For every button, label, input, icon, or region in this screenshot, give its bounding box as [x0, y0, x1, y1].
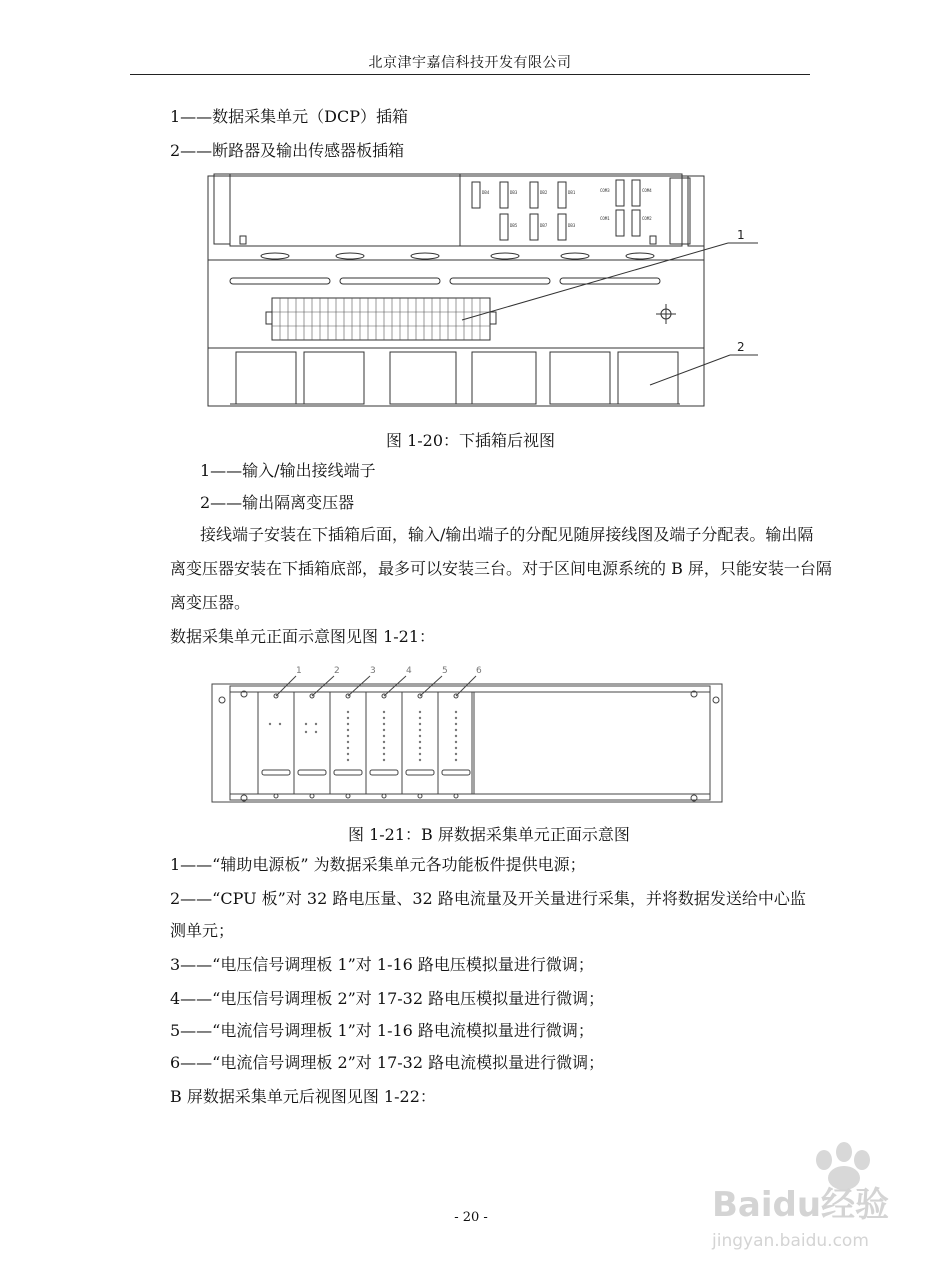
connector-label: DB5 [510, 223, 518, 228]
list-item: 3——“电压信号调理板 1”对 1-16 路电压模拟量进行微调； [170, 955, 594, 974]
callout-4: 4 [406, 666, 412, 676]
list-item: 1——“辅助电源板” 为数据采集单元各功能板件提供电源； [170, 855, 586, 874]
callout-2: 2 [334, 666, 340, 676]
figure-rear-view-diagram [200, 170, 770, 415]
connector-label: COM4 [642, 188, 652, 193]
list-item: 2——“CPU 板”对 32 路电压量、32 路电流量及开关量进行采集，并将数据发送给中心监 [170, 889, 806, 908]
list-item: B 屏数据采集单元后视图见图 1-22： [170, 1087, 436, 1106]
connector-label: COM3 [600, 188, 610, 193]
page-number: - 20 - [454, 1210, 488, 1225]
connector-label: COM2 [642, 216, 652, 221]
paw-icon [816, 1142, 870, 1190]
callout-1: 1 [296, 666, 302, 676]
callout-1: 1 [737, 228, 745, 242]
list-item: 5——“电流信号调理板 1”对 1-16 路电流模拟量进行微调； [170, 1021, 594, 1040]
connector-label: DB3 [568, 223, 576, 228]
watermark-brand: Baidu经验 [712, 1185, 890, 1225]
connector-label: DB4 [482, 190, 490, 195]
paragraph-line: 数据采集单元正面示意图见图 1-21： [170, 627, 436, 646]
watermark-url: jingyan.baidu.com [712, 1231, 869, 1251]
list-item: 4——“电压信号调理板 2”对 17-32 路电压模拟量进行微调； [170, 989, 605, 1008]
list-item: 1——输入/输出接线端子 [200, 461, 376, 480]
callout-6: 6 [476, 666, 482, 676]
connector-label: DB2 [540, 190, 548, 195]
connector-label: DB3 [510, 190, 518, 195]
paragraph-line: 接线端子安装在下插箱后面，输入/输出端子的分配见随屏接线图及端子分配表。输出隔 [200, 525, 814, 544]
callout-2: 2 [737, 340, 745, 354]
connector-label: DB1 [568, 190, 576, 195]
figure-caption: 图 1-20：下插箱后视图 [386, 431, 556, 450]
page-header-title: 北京津宇嘉信科技开发有限公司 [368, 55, 572, 71]
header-rule [130, 74, 810, 75]
figure-caption: 图 1-21：B 屏数据采集单元正面示意图 [348, 825, 630, 844]
paragraph-line: 离变压器安装在下插箱底部，最多可以安装三台。对于区间电源系统的 B 屏，只能安装一台隔 [170, 559, 832, 578]
callout-3: 3 [370, 666, 376, 676]
list-item: 测单元； [170, 921, 235, 940]
figure-front-panel-diagram [210, 660, 730, 810]
list-item: 2——输出隔离变压器 [200, 493, 355, 512]
list-item: 1——数据采集单元（DCP）插箱 [170, 107, 409, 126]
paragraph-line: 离变压器。 [170, 593, 251, 612]
connector-label: DB7 [540, 223, 548, 228]
baidu-jingyan-watermark [704, 1138, 914, 1258]
list-item: 2——断路器及输出传感器板插箱 [170, 141, 405, 160]
list-item: 6——“电流信号调理板 2”对 17-32 路电流模拟量进行微调； [170, 1053, 605, 1072]
callout-5: 5 [442, 666, 448, 676]
connector-label: COM1 [600, 216, 610, 221]
